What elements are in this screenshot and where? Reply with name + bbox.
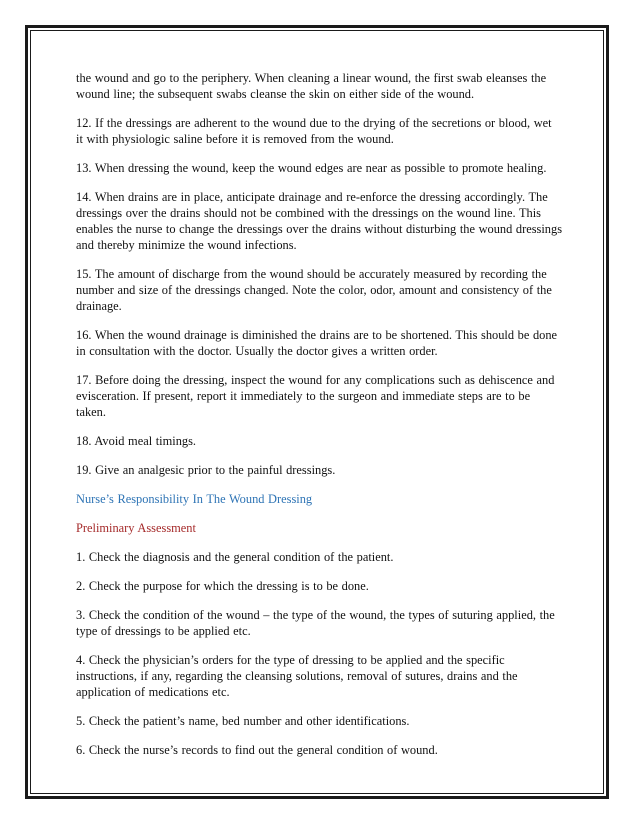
document-body xyxy=(76,70,562,771)
assessment-item-6: 6. Check the nurse’s records to find out the general condition of wound. xyxy=(76,743,438,757)
assessment-item-5: 5. Check the patient’s name, bed number and other identifications. xyxy=(76,714,410,728)
assessment-item-3: 3. Check the condition of the wound – the type of the wound, the types of suturing applied, the type of dressings to be applied etc. xyxy=(76,608,555,638)
paragraph-18: 18. Avoid meal timings. xyxy=(76,434,197,448)
paragraph-13: 13. When dressing the wound, keep the wound edges are near as possible to promote healing. xyxy=(76,161,547,175)
paragraph-14: 14. When drains are in place, anticipate drainage and re-enforce the dressing accordingly. The dressings over the drains should not be combined with the dressings on the wound line. This enables the nurse to change the dressings over the drains without disturbing the wound dressings and thereby minimize the wound infections. xyxy=(76,190,563,252)
section-heading: Nurse’s Responsibility In The Wound Dressing xyxy=(76,492,313,506)
paragraph-12: 12. If the dressings are adherent to the wound due to the drying of the secretions or blood, wet it with physiologic saline before it is removed from the wound. xyxy=(76,116,552,146)
paragraph-15: 15. The amount of discharge from the wound should be accurately measured by recording the number and size of the dressings changed. Note the color, odor, amount and consistency of the drainage. xyxy=(76,267,552,313)
paragraph-17: 17. Before doing the dressing, inspect the wound for any complications such as dehiscence and evisceration. If present, report it immediately to the surgeon and immediate steps are to be taken. xyxy=(76,373,555,419)
paragraph-16: 16. When the wound drainage is diminished the drains are to be shortened. This should be done in consultation with the doctor. Usually the doctor gives a written order. xyxy=(76,328,558,358)
assessment-item-4: 4. Check the physician’s orders for the type of dressing to be applied and the specific instructions, if any, regarding the cleansing solutions, removal of sutures, drains and the application of medications etc. xyxy=(76,653,518,699)
paragraph-19: 19. Give an analgesic prior to the painful dressings. xyxy=(76,463,336,477)
paragraph-continuation: the wound and go to the periphery. When cleaning a linear wound, the first swab eleanses the wound line; the subsequent swabs cleanse the skin on either side of the wound. xyxy=(76,71,547,101)
assessment-item-2: 2. Check the purpose for which the dressing is to be done. xyxy=(76,579,369,593)
assessment-item-1: 1. Check the diagnosis and the general condition of the patient. xyxy=(76,550,394,564)
subsection-heading: Preliminary Assessment xyxy=(76,521,196,535)
